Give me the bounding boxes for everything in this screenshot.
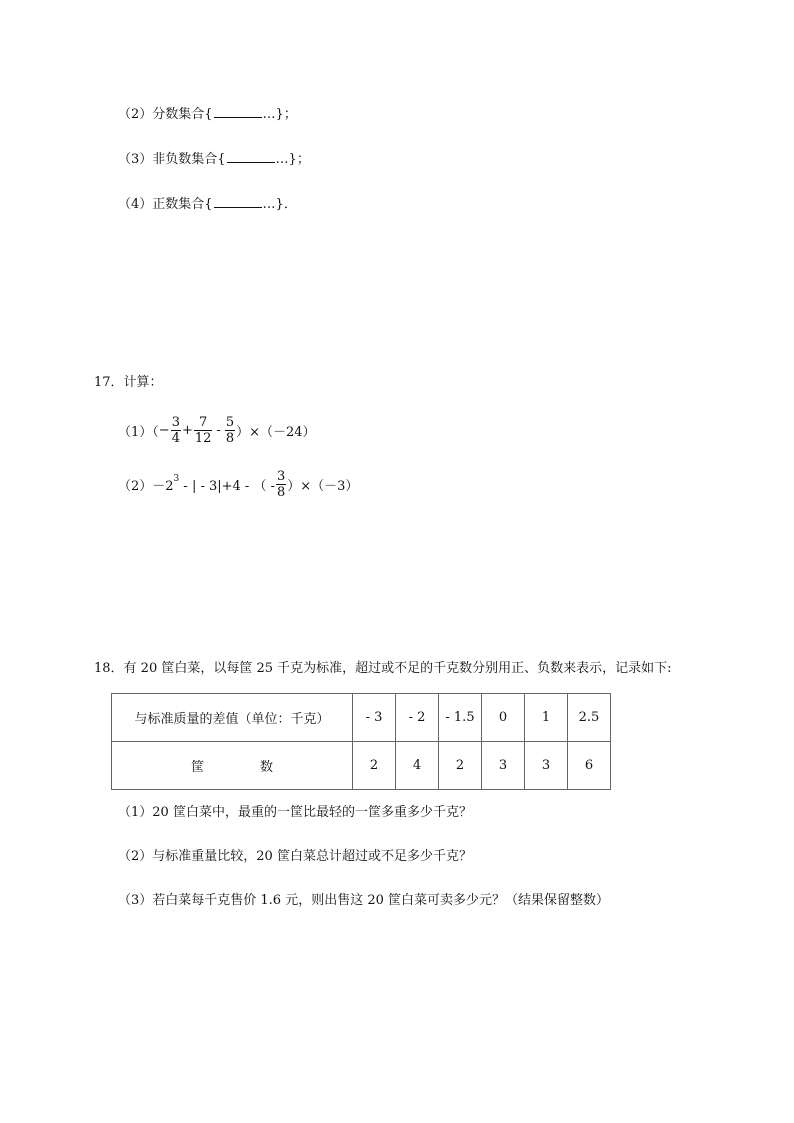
item-suffix: …}． [262,197,297,212]
table-cell: - 2 [396,694,439,742]
answer-blank[interactable] [214,106,262,118]
part2-mid: - | - 3|+4 - （ - [179,478,275,494]
part2-tail: ）×（－3） [287,478,359,494]
q17-title: 17．计算： [94,375,163,390]
row-header-difference: 与标准质量的差值（单位：千克） [112,694,353,742]
operator: - [216,422,221,438]
table-cell: - 1.5 [439,694,482,742]
numerator: 3 [171,414,180,430]
denominator: 12 [194,430,212,446]
numerator: 7 [194,416,213,431]
item-suffix: …}； [275,152,310,167]
set-item-nonnegative [118,148,310,167]
table-cell: 2 [353,742,396,790]
numerator: 3 [276,468,286,484]
set-item-positive [118,193,297,212]
table-cell: 3 [482,742,525,790]
header-char: 数 [260,760,274,775]
item-prefix: （3）非负数集合{ [118,152,226,167]
table-cell: 0 [482,694,525,742]
table-cell: 6 [568,742,611,790]
table-cell: 2.5 [568,694,611,742]
q18-title: 18．有 20 筐白菜，以每筐 25 千克为标准，超过或不足的千克数分别用正、负数来表示，记录如下: [94,661,672,676]
exponent: 3 [173,474,180,484]
table-row [112,694,611,742]
q18-sub2: （2）与标准重量比较，20 筐白菜总计超过或不足多少千克？ [118,849,472,864]
fraction [171,416,181,445]
table-cell: 2 [439,742,482,790]
fraction [276,470,286,499]
denominator: 8 [225,430,235,446]
answer-blank[interactable] [214,196,262,208]
operator: + [181,422,193,438]
q17-part1 [118,412,316,448]
q18-sub1: （1）20 筐白菜中，最重的一筐比最轻的一筐多重多少千克？ [118,805,472,820]
q18-sub3: （3）若白菜每千克售价 1.6 元，则出售这 20 筐白菜可卖多少元？（结果保留整数） [118,893,610,908]
part1-tail: ）×（－24） [236,424,316,440]
part1-label: （1）（ [118,424,159,440]
item-prefix: （4）正数集合{ [118,197,213,212]
fraction [194,416,213,445]
fraction [225,416,235,445]
header-char: 筐 [190,760,204,775]
denominator: 8 [276,484,286,500]
table-row [112,742,611,790]
item-prefix: （2）分数集合{ [118,107,213,122]
numerator: 5 [225,414,235,430]
table-cell: 3 [525,742,568,790]
denominator: 4 [171,430,180,446]
table-cell: 1 [525,694,568,742]
table-cell: 4 [396,742,439,790]
row-header-count [112,742,353,790]
set-item-fractions [118,103,297,122]
answer-blank[interactable] [227,151,275,163]
part2-label: （2）－2 [118,478,174,494]
sign: − [158,422,170,438]
q17-part2 [118,466,358,502]
weights-table [111,693,611,790]
table-cell: - 3 [353,694,396,742]
item-suffix: …}； [262,107,297,122]
